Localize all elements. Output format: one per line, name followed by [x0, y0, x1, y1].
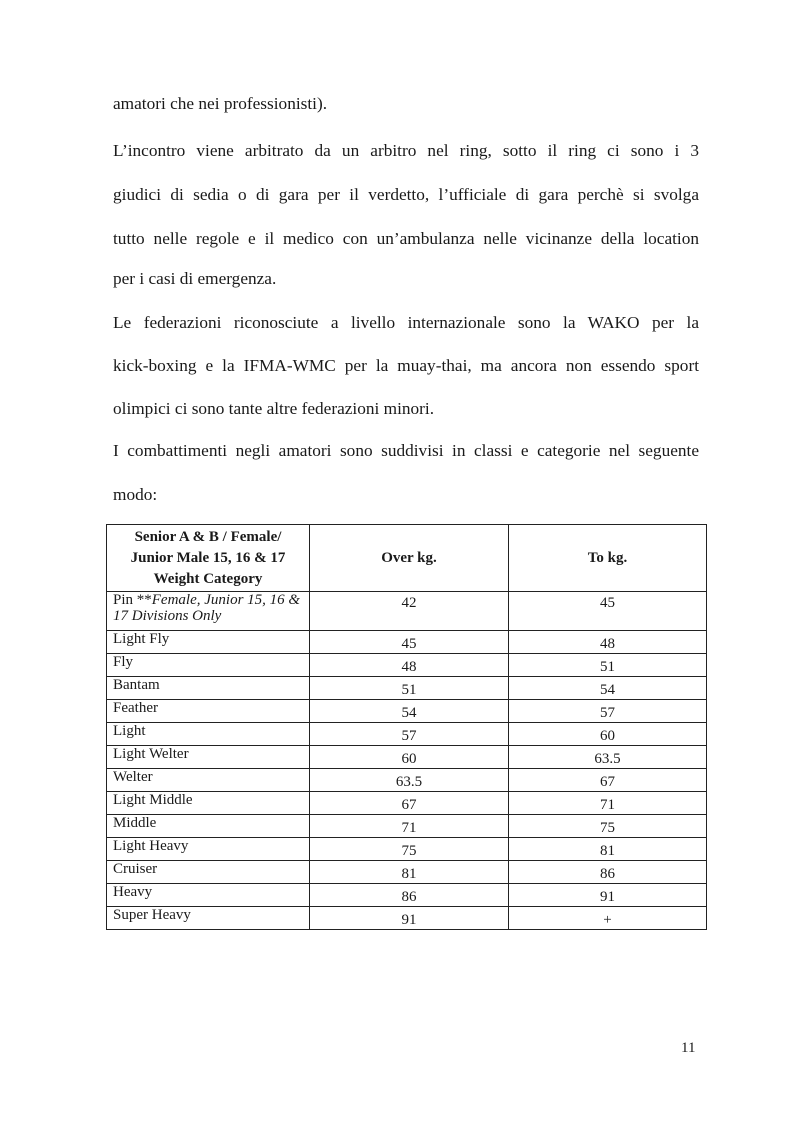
header-category-line: Weight Category	[153, 570, 263, 587]
paragraph-line: Le federazioni riconosciute a livello internazionale sono la WAKO per la	[113, 313, 699, 332]
table-row	[107, 723, 707, 746]
category-cell: Cruiser	[107, 861, 310, 884]
category-cell: Light	[107, 723, 310, 746]
category-cell: Light Middle	[107, 792, 310, 815]
table-row	[107, 700, 707, 723]
to-cell: 75	[509, 815, 707, 838]
to-cell: 86	[509, 861, 707, 884]
to-cell: 48	[509, 631, 707, 654]
to-cell: 67	[509, 769, 707, 792]
category-cell: Middle	[107, 815, 310, 838]
paragraph-line: L’incontro viene arbitrato da un arbitro nel ring, sotto il ring ci sono i 3	[113, 141, 699, 160]
header-over-kg: Over kg.	[310, 525, 509, 592]
category-cell: Super Heavy	[107, 907, 310, 930]
table-row	[107, 838, 707, 861]
category-cell: Feather	[107, 700, 310, 723]
over-cell: 63.5	[310, 769, 509, 792]
over-cell: 71	[310, 815, 509, 838]
paragraph-line: tutto nelle regole e il medico con un’ambulanza nelle vicinanze della location	[113, 229, 699, 248]
category-cell: Bantam	[107, 677, 310, 700]
header-to-kg: To kg.	[509, 525, 707, 592]
to-cell: 63.5	[509, 746, 707, 769]
paragraph-line: kick-boxing e la IFMA-WMC per la muay-thai, ma ancora non essendo sport	[113, 356, 699, 375]
over-cell: 51	[310, 677, 509, 700]
over-cell: 67	[310, 792, 509, 815]
over-cell: 48	[310, 654, 509, 677]
category-cell: Light Welter	[107, 746, 310, 769]
category-cell: Heavy	[107, 884, 310, 907]
over-cell: 81	[310, 861, 509, 884]
category-name: Pin **	[113, 592, 152, 608]
page-number: 11	[681, 1040, 696, 1056]
category-cell: Light Fly	[107, 631, 310, 654]
to-cell: 51	[509, 654, 707, 677]
category-note: Female, Junior 15, 16 & 17 Divisions Only	[113, 592, 301, 624]
category-cell: Fly	[107, 654, 310, 677]
table-header-row	[107, 525, 707, 592]
to-cell: +	[509, 907, 707, 930]
over-cell: 60	[310, 746, 509, 769]
to-cell: 91	[509, 884, 707, 907]
to-cell: 57	[509, 700, 707, 723]
over-cell: 54	[310, 700, 509, 723]
to-cell: 60	[509, 723, 707, 746]
paragraph-line: modo:	[113, 485, 158, 504]
paragraph-line: olimpici ci sono tante altre federazioni minori.	[113, 399, 435, 418]
header-weight-category	[107, 525, 310, 592]
table-row	[107, 631, 707, 654]
paragraph-line: giudici di sedia o di gara per il verdetto, l’ufficiale di gara perchè si svolga	[113, 185, 699, 204]
table-row	[107, 861, 707, 884]
header-category-line: Senior A & B / Female/	[134, 528, 282, 545]
category-cell	[107, 592, 310, 631]
over-cell: 75	[310, 838, 509, 861]
over-cell: 91	[310, 907, 509, 930]
table-row	[107, 884, 707, 907]
over-cell: 57	[310, 723, 509, 746]
paragraph-line: amatori che nei professionisti).	[113, 94, 328, 113]
table-row	[107, 907, 707, 930]
table-row	[107, 792, 707, 815]
to-cell: 71	[509, 792, 707, 815]
to-cell: 81	[509, 838, 707, 861]
over-cell: 86	[310, 884, 509, 907]
to-cell: 54	[509, 677, 707, 700]
table-row	[107, 815, 707, 838]
weight-category-table	[106, 524, 707, 930]
paragraph-line: I combattimenti negli amatori sono suddivisi in classi e categorie nel seguente	[113, 441, 699, 460]
table-row	[107, 654, 707, 677]
table-row	[107, 746, 707, 769]
to-cell: 45	[509, 592, 707, 631]
category-cell: Welter	[107, 769, 310, 792]
paragraph-line: per i casi di emergenza.	[113, 269, 277, 288]
table-row	[107, 769, 707, 792]
table-row	[107, 677, 707, 700]
category-cell: Light Heavy	[107, 838, 310, 861]
header-category-line: Junior Male 15, 16 & 17	[130, 549, 286, 566]
table-row	[107, 592, 707, 631]
over-cell: 42	[310, 592, 509, 631]
over-cell: 45	[310, 631, 509, 654]
